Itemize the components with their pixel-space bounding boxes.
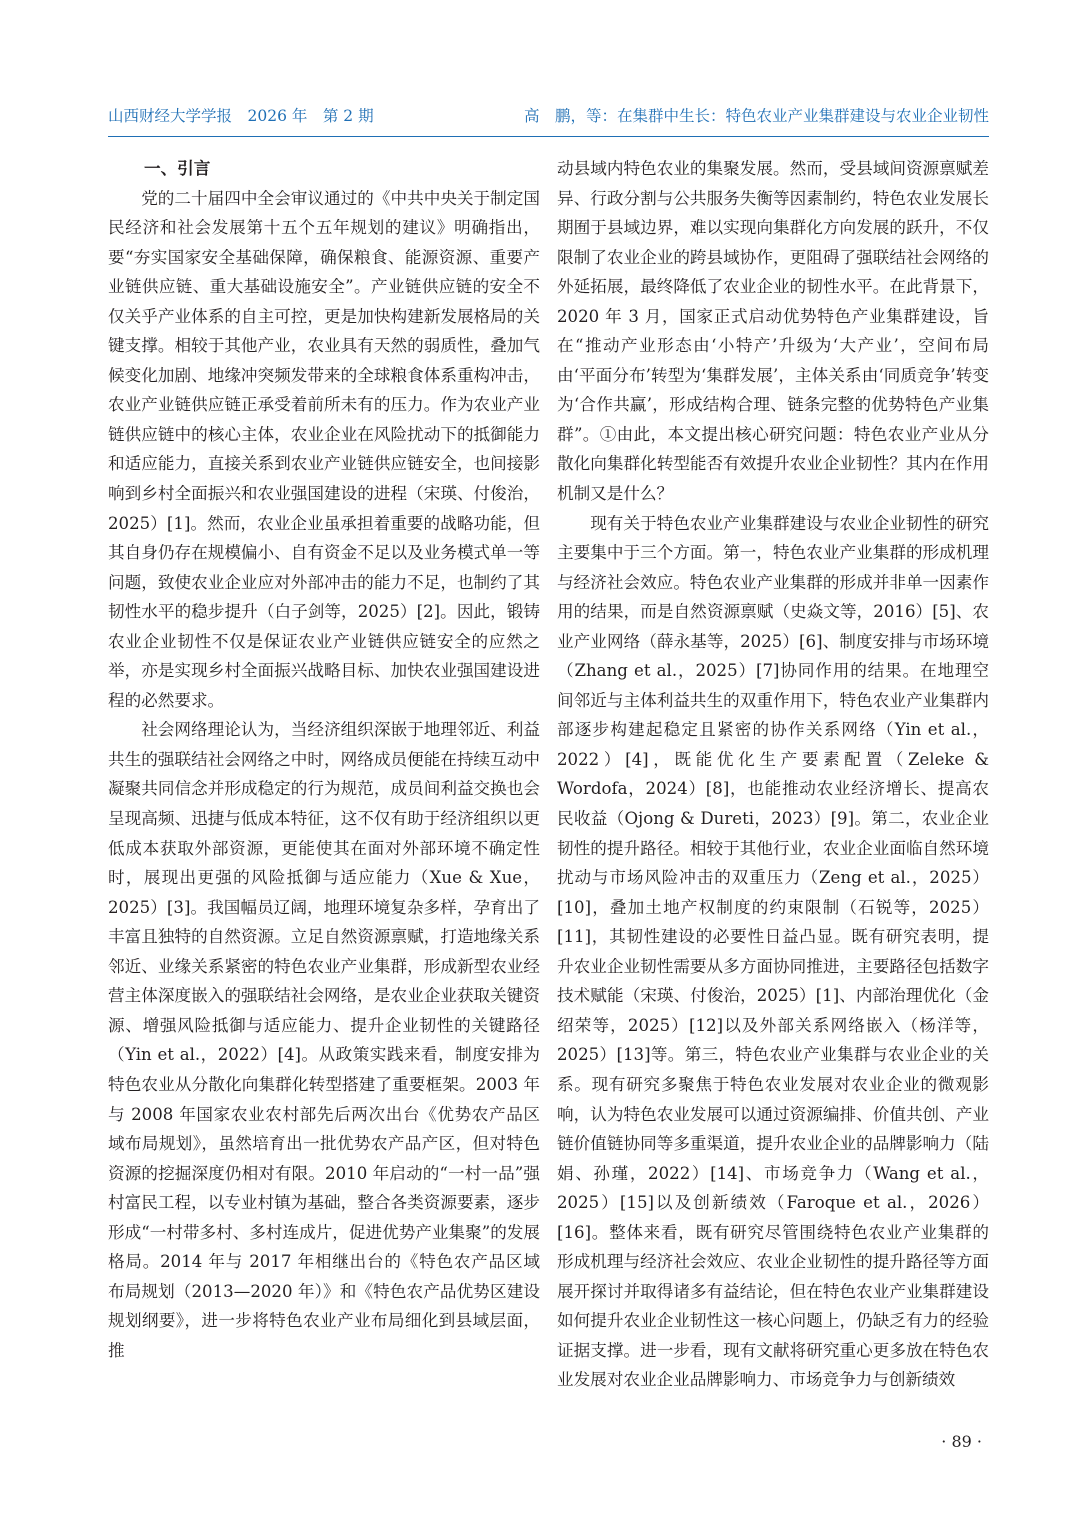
section-heading: 一、引言 — [144, 159, 211, 178]
paragraph: 社会网络理论认为，当经济组织深嵌于地理邻近、利益共生的强联结社会网络之中时，网络成员便能在持续互动中凝聚共同信念并形成稳定的行为规范，成员间利益交换也会呈现高频、迅捷与低成本特征，这不仅有助于经济组织以更低成本获取外部资源，更能使其在面对外部环境不确定性时，展现出更强的风险抵御与适应能力（Xue & Xue，2025）[3]。我国幅员辽阔，地理环境复杂多样，孕育出了丰富且独特的自然资源。立足自然资源禀赋，打造地缘关系邻近、业缘关系紧密的特色农业产业集群，形成新型农业经营主体深度嵌入的强联结社会网络，是农业企业获取关键资源、增强风险抵御与适应能力、提升企业韧性的关键路径（Yin et al.，2022）[4]。从政策实践来看，制度安排为特色农业从分散化向集群化转型搭建了重要框架。2003 年与 2008 年国家农业农村部先后两次出台《优势农产品区域布局规划》，虽然培育出一批优势农产品产区，但对特色资源的挖掘深度仍相对有限。2010 年启动的“一村一品”强村富民工程，以专业村镇为基础，整合各类资源要素，逐步形成“一村带多村、多村连成片，促进优势产业集聚”的发展格局。2014 年与 2017 年相继出台的《特色农产品区域布局规划（2013—2020 年）》和《特色农产品优势区建设规划纲要》，进一步将特色农业产业布局细化到县域层面，推 — [108, 720, 540, 1360]
journal-info: 山西财经大学学报 2026 年 第 2 期 — [108, 107, 374, 125]
paragraph: 动县域内特色农业的集聚发展。然而，受县域间资源禀赋差异、行政分割与公共服务失衡等因素制约，特色农业发展长期囿于县域边界，难以实现向集群化方向发展的跃升，不仅限制了农业企业的跨县域协作，更阻碍了强联结社会网络的外延拓展，最终降低了农业企业的韧性水平。在此背景下，2020 年 3 月，国家正式启动优势特色产业集群建设，旨在“推动产业形态由‘小特产’升级为‘大产业’，空间布局由‘平面分布’转型为‘集群发展’，主体关系由‘同质竞争’转变为‘合作共赢’，形成结构合理、链条完整的优势特色产业集群”。①由此，本文提出核心研究问题：特色农业产业从分散化向集群化转型能否有效提升农业企业韧性？其内在作用机制又是什么？ — [557, 159, 989, 504]
right-column — [557, 154, 989, 1395]
paragraph: 现有关于特色农业产业集群建设与农业企业韧性的研究主要集中于三个方面。第一，特色农业产业集群的形成机理与经济社会效应。特色农业产业集群的形成并非单一因素作用的结果，而是自然资源禀赋（史焱文等，2016）[5]、农业产业网络（薛永基等，2025）[6]、制度安排与市场环境（Zhang et al.，2025）[7]协同作用的结果。在地理空间邻近与主体利益共生的双重作用下，特色农业产业集群内部逐步构建起稳定且紧密的协作关系网络（Yin et al.，2022）[4]，既能优化生产要素配置（Zeleke & Wordofa，2024）[8]，也能推动农业经济增长、提高农民收益（Ojong & Dureti，2023）[9]。第二，农业企业韧性的提升路径。相较于其他行业，农业企业面临自然环境扰动与市场风险冲击的双重压力（Zeng et al.，2025）[10]，叠加土地产权制度的约束限制（石锐等，2025）[11]，其韧性建设的必要性日益凸显。既有研究表明，提升农业企业韧性需要从多方面协同推进，主要路径包括数字技术赋能（宋瑛、付俊治，2025）[1]、内部治理优化（金绍荣等，2025）[12]以及外部关系网络嵌入（杨洋等，2025）[13]等。第三，特色农业产业集群与农业企业的关系。现有研究多聚焦于特色农业发展对农业企业的微观影响，认为特色农业发展可以通过资源编排、价值共创、产业链价值链协同等多重渠道，提升农业企业的品牌影响力（陆娟、孙瑾，2022）[14]、市场竞争力（Wang et al.，2025）[15]以及创新绩效（Faroque et al.，2026）[16]。整体来看，既有研究尽管围绕特色农业产业集群的形成机理与经济社会效应、农业企业韧性的提升路径等方面展开探讨并取得诸多有益结论，但在特色农业产业集群建设如何提升农业企业韧性这一核心问题上，仍缺乏有力的经验证据支撑。进一步看，现有文献将研究重心更多放在特色农业发展对农业企业品牌影响力、市场竞争力与创新绩效 — [557, 513, 989, 1390]
left-column — [108, 154, 540, 1365]
paragraph: 党的二十届四中全会审议通过的《中共中央关于制定国民经济和社会发展第十五个五年规划的建议》明确指出，要“夯实国家安全基础保障，确保粮食、能源资源、重要产业链供应链、重大基础设施安全”。产业链供应链的安全不仅关乎产业体系的自主可控，更是加快构建新发展格局的关键支撑。相较于其他产业，农业具有天然的弱质性，叠加气候变化加剧、地缘冲突频发带来的全球粮食体系重构冲击，农业产业链供应链正承受着前所未有的压力。作为农业产业链供应链中的核心主体，农业企业在风险扰动下的抵御能力和适应能力，直接关系到农业产业链供应链安全，也间接影响到乡村全面振兴和农业强国建设的进程（宋瑛、付俊治，2025）[1]。然而，农业企业虽承担着重要的战略功能，但其自身仍存在规模偏小、自有资金不足以及业务模式单一等问题，致使农业企业应对外部冲击的能力不足，也制约了其韧性水平的稳步提升（白子剑等，2025）[2]。因此，锻铸农业企业韧性不仅是保证农业产业链供应链安全的应然之举，亦是实现乡村全面振兴战略目标、加快农业强国建设进程的必然要求。 — [108, 188, 540, 710]
running-header — [108, 104, 989, 137]
page-number: · 89 · — [941, 1432, 982, 1451]
article-title-running: 高 鹏，等：在集群中生长：特色农业产业集群建设与农业企业韧性 — [523, 107, 989, 125]
